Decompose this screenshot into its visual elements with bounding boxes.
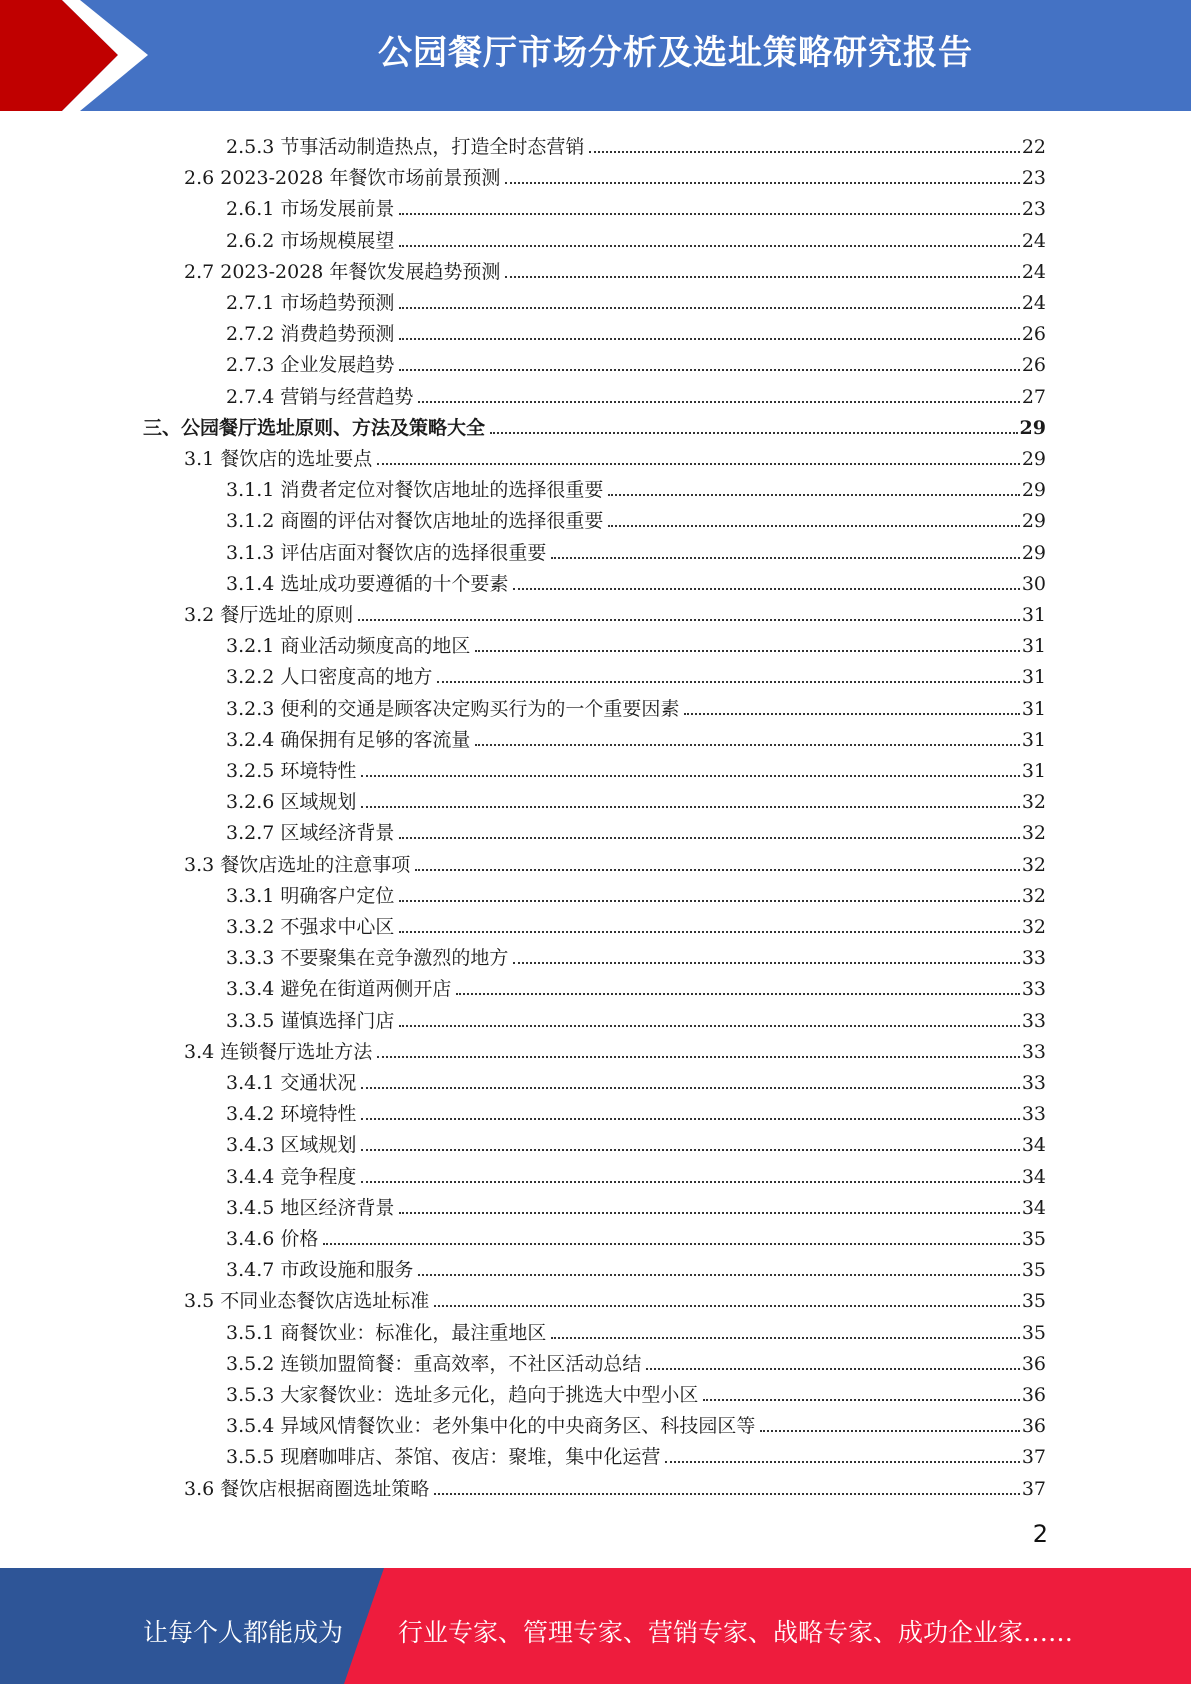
toc-dot-leader	[703, 1399, 1019, 1401]
toc-entry-page: 33	[1021, 978, 1046, 1001]
toc-dot-leader	[361, 806, 1019, 808]
toc-entry-title: 3.4.3 区域规划	[226, 1134, 357, 1157]
toc-entry-title: 3.5.4 异域风情餐饮业：老外集中化的中央商务区、科技园区等	[226, 1415, 756, 1438]
toc-entry-page: 30	[1021, 572, 1046, 595]
toc-entry-page: 35	[1021, 1290, 1046, 1313]
toc-entry-page: 35	[1021, 1259, 1046, 1282]
toc-entry-page: 31	[1021, 604, 1046, 626]
toc-entry[interactable]	[226, 1125, 1046, 1156]
footer-slogan-left: 让每个人都能成为	[143, 1618, 344, 1647]
toc-dot-leader	[434, 1493, 1020, 1495]
toc-dot-leader	[505, 276, 1019, 278]
toc-entry[interactable]	[226, 969, 1046, 1000]
toc-entry[interactable]	[226, 1063, 1046, 1094]
toc-entry[interactable]	[226, 1406, 1046, 1437]
toc-entry-page: 31	[1021, 697, 1046, 720]
toc-entry-page: 34	[1021, 1196, 1046, 1219]
toc-entry[interactable]	[226, 720, 1046, 751]
toc-dot-leader	[377, 1056, 1020, 1058]
toc-dot-leader	[490, 432, 1018, 434]
toc-entry-page: 36	[1021, 1415, 1046, 1438]
toc-dot-leader	[418, 1274, 1019, 1276]
toc-dot-leader	[418, 401, 1019, 403]
toc-entry[interactable]	[226, 127, 1046, 158]
toc-entry-page: 34	[1021, 1134, 1046, 1157]
toc-dot-leader	[361, 1118, 1019, 1120]
toc-dot-leader	[684, 713, 1019, 715]
toc-entry-page: 37	[1021, 1446, 1046, 1469]
toc-entry-page: 33	[1021, 1009, 1046, 1032]
toc-entry-page: 36	[1021, 1384, 1046, 1406]
toc-entry-title: 2.6.2 市场规模展望	[226, 229, 395, 252]
toc-entry-title: 3.5.2 连锁加盟简餐：重高效率，不社区活动总结	[226, 1352, 642, 1375]
toc-entry-title: 3.5.1 商餐饮业：标准化，最注重地区	[226, 1321, 547, 1344]
toc-dot-leader	[323, 1243, 1019, 1245]
toc-entry-page: 29	[1021, 510, 1046, 533]
toc-entry[interactable]	[184, 439, 1046, 470]
toc-entry[interactable]	[226, 1094, 1046, 1125]
toc-entry-page: 23	[1021, 167, 1046, 190]
toc-dot-leader	[608, 525, 1019, 527]
toc-entry-title: 3.1.4 选址成功要遵循的十个要素	[226, 572, 509, 595]
page-header	[0, 0, 1191, 111]
toc-entry-title: 3.3.5 谨慎选择门店	[226, 1009, 395, 1032]
toc-dot-leader	[361, 775, 1019, 777]
toc-entry-page: 31	[1021, 728, 1046, 751]
toc-entry-title: 3.2.6 区域规划	[226, 791, 357, 814]
toc-dot-leader	[437, 681, 1019, 683]
page-title: 公园餐厅市场分析及选址策略研究报告	[378, 33, 973, 73]
toc-entry-title: 3.2.3 便利的交通是顾客决定购买行为的一个重要因素	[226, 697, 680, 720]
toc-dot-leader	[399, 1212, 1019, 1214]
toc-entry-page: 31	[1021, 666, 1046, 689]
toc-entry-title: 3.1.3 评估店面对餐饮店的选择很重要	[226, 541, 547, 564]
toc-entry[interactable]	[226, 813, 1046, 844]
toc-entry[interactable]	[184, 252, 1046, 283]
toc-dot-leader	[475, 744, 1019, 746]
toc-entry-page: 26	[1021, 323, 1046, 346]
toc-entry[interactable]	[226, 564, 1046, 595]
toc-entry-title: 3.4 连锁餐厅选址方法	[184, 1040, 373, 1063]
toc-entry[interactable]	[226, 1437, 1046, 1468]
toc-dot-leader	[434, 1305, 1020, 1307]
toc-entry[interactable]	[226, 938, 1046, 969]
toc-entry-title: 2.7 2023-2028 年餐饮发展趋势预测	[184, 260, 501, 283]
toc-dot-leader	[513, 962, 1019, 964]
toc-entry-title: 3.1.1 消费者定位对餐饮店地址的选择很重要	[226, 479, 604, 502]
toc-entry[interactable]	[226, 1188, 1046, 1219]
toc-entry-title: 2.7.4 营销与经营趋势	[226, 385, 414, 408]
toc-entry-page: 33	[1021, 1040, 1046, 1063]
toc-entry-page: 26	[1021, 354, 1046, 377]
toc-entry[interactable]	[143, 408, 1046, 439]
toc-entry-title: 3.2.5 环境特性	[226, 760, 357, 782]
toc-entry-page: 33	[1021, 947, 1046, 970]
toc-dot-leader	[399, 307, 1019, 309]
toc-dot-leader	[399, 837, 1019, 839]
toc-entry-title: 3.4.4 竞争程度	[226, 1165, 357, 1188]
toc-dot-leader	[505, 182, 1019, 184]
toc-entry-page: 29	[1021, 479, 1046, 502]
toc-entry-page: 31	[1021, 760, 1046, 782]
toc-entry-title: 3.2 餐厅选址的原则	[184, 604, 354, 626]
toc-entry[interactable]	[226, 876, 1046, 907]
toc-entry[interactable]	[226, 470, 1046, 501]
toc-entry[interactable]	[226, 283, 1046, 314]
page-footer	[0, 1568, 1191, 1684]
page-number: 2	[1032, 1520, 1048, 1548]
toc-entry-page: 24	[1021, 292, 1046, 314]
toc-entry[interactable]	[226, 751, 1046, 782]
toc-entry[interactable]	[226, 907, 1046, 938]
toc-entry-title: 3.3.2 不强求中心区	[226, 916, 395, 938]
toc-entry-page: 27	[1021, 385, 1046, 408]
toc-entry-page: 32	[1021, 791, 1046, 814]
toc-entry-title: 3.4.2 环境特性	[226, 1103, 357, 1126]
toc-entry[interactable]	[184, 1281, 1046, 1312]
toc-entry-title: 2.7.2 消费趋势预测	[226, 323, 395, 346]
toc-entry-title: 3.3.1 明确客户定位	[226, 884, 395, 907]
toc-dot-leader	[646, 1368, 1019, 1370]
toc-dot-leader	[415, 869, 1020, 871]
toc-entry-title: 3.2.7 区域经济背景	[226, 822, 395, 845]
toc-entry[interactable]	[226, 689, 1046, 720]
toc-dot-leader	[399, 1025, 1019, 1027]
toc-entry-title: 2.6.1 市场发展前景	[226, 198, 395, 221]
toc-entry[interactable]	[226, 345, 1046, 376]
toc-dot-leader	[551, 1337, 1019, 1339]
toc-entry-title: 3.5.3 大家餐饮业：选址多元化，趋向于挑选大中型小区	[226, 1384, 699, 1406]
toc-entry-title: 3.1.2 商圈的评估对餐饮店地址的选择很重要	[226, 510, 604, 533]
toc-entry[interactable]	[226, 501, 1046, 532]
toc-entry-page: 34	[1021, 1165, 1046, 1188]
toc-entry-page: 32	[1021, 884, 1046, 907]
toc-entry-title: 2.6 2023-2028 年餐饮市场前景预测	[184, 167, 501, 190]
toc-dot-leader	[399, 338, 1019, 340]
toc-entry-page: 24	[1021, 260, 1046, 283]
toc-entry-page: 24	[1021, 229, 1046, 252]
toc-entry-title: 2.7.3 企业发展趋势	[226, 354, 395, 377]
toc-dot-leader	[589, 151, 1019, 153]
toc-entry[interactable]	[226, 189, 1046, 220]
toc-entry[interactable]	[226, 221, 1046, 252]
toc-entry-page: 29	[1019, 416, 1046, 439]
toc-entry-page: 22	[1021, 136, 1046, 158]
toc-dot-leader	[377, 463, 1020, 465]
toc-entry[interactable]	[226, 1375, 1046, 1406]
toc-entry[interactable]	[226, 657, 1046, 688]
toc-dot-leader	[608, 494, 1019, 496]
toc-dot-leader	[399, 213, 1019, 215]
toc-entry-page: 36	[1021, 1352, 1046, 1375]
toc-entry-title: 3.5.5 现磨咖啡店、茶馆、夜店：聚堆，集中化运营	[226, 1446, 661, 1469]
toc-entry-title: 3.3.4 避免在街道两侧开店	[226, 978, 452, 1001]
toc-dot-leader	[399, 369, 1019, 371]
toc-entry-page: 37	[1021, 1477, 1046, 1500]
toc-entry-page: 29	[1021, 541, 1046, 564]
toc-entry[interactable]	[184, 158, 1046, 189]
toc-entry-page: 32	[1021, 822, 1046, 845]
toc-dot-leader	[361, 1087, 1019, 1089]
toc-entry[interactable]	[184, 595, 1046, 626]
toc-entry[interactable]	[226, 1313, 1046, 1344]
footer-slogan-right: 行业专家、管理专家、营销专家、战略专家、成功企业家……	[398, 1618, 1074, 1647]
toc-entry-title: 3.5 不同业态餐饮店选址标准	[184, 1290, 430, 1313]
toc-dot-leader	[361, 1149, 1019, 1151]
toc-entry-title: 3.4.5 地区经济背景	[226, 1196, 395, 1219]
toc-dot-leader	[358, 619, 1020, 621]
toc-dot-leader	[665, 1461, 1019, 1463]
toc-entry[interactable]	[226, 1250, 1046, 1281]
toc-entry-page: 29	[1021, 448, 1046, 470]
toc-dot-leader	[513, 588, 1019, 590]
toc-entry-title: 3.6 餐饮店根据商圈选址策略	[184, 1477, 430, 1500]
toc-dot-leader	[399, 931, 1019, 933]
toc-entry-page: 31	[1021, 635, 1046, 658]
toc-dot-leader	[399, 245, 1019, 247]
toc-dot-leader	[475, 650, 1019, 652]
toc-dot-leader	[760, 1430, 1019, 1432]
toc-entry-page: 35	[1021, 1228, 1046, 1250]
toc-entry-title: 三、公园餐厅选址原则、方法及策略大全	[143, 416, 486, 439]
toc-dot-leader	[551, 557, 1019, 559]
toc-entry-title: 3.4.6 价格	[226, 1228, 319, 1250]
toc-entry-title: 3.2.1 商业活动频度高的地区	[226, 635, 471, 658]
toc-entry-page: 32	[1021, 916, 1046, 938]
toc-entry[interactable]	[226, 782, 1046, 813]
toc-entry-title: 2.5.3 节事活动制造热点，打造全时态营销	[226, 136, 585, 158]
toc-entry[interactable]	[226, 533, 1046, 564]
toc-entry[interactable]	[184, 1469, 1046, 1500]
toc-entry[interactable]	[226, 1344, 1046, 1375]
toc-entry[interactable]	[226, 1157, 1046, 1188]
toc-entry[interactable]	[184, 1032, 1046, 1063]
toc-entry-page: 35	[1021, 1321, 1046, 1344]
toc-entry-title: 2.7.1 市场趋势预测	[226, 292, 395, 314]
toc-entry-title: 3.3.3 不要聚集在竞争激烈的地方	[226, 947, 509, 970]
toc-entry-title: 3.1 餐饮店的选址要点	[184, 448, 373, 470]
toc-entry[interactable]	[184, 845, 1046, 876]
toc-entry-title: 3.2.2 人口密度高的地方	[226, 666, 433, 689]
toc-entry-title: 3.3 餐饮店选址的注意事项	[184, 853, 411, 876]
toc-entry-page: 33	[1021, 1072, 1046, 1094]
toc-entry-title: 3.2.4 确保拥有足够的客流量	[226, 728, 471, 751]
toc-entry[interactable]	[226, 377, 1046, 408]
toc-entry-title: 3.4.7 市政设施和服务	[226, 1259, 414, 1282]
toc-entry-page: 32	[1021, 853, 1046, 876]
header-arrow-decoration	[0, 0, 170, 111]
toc-entry-title: 3.4.1 交通状况	[226, 1072, 357, 1094]
toc-entry-page: 23	[1021, 198, 1046, 221]
toc-entry[interactable]	[226, 314, 1046, 345]
toc-entry[interactable]	[226, 1001, 1046, 1032]
toc-entry[interactable]	[226, 1219, 1046, 1250]
toc-dot-leader	[399, 900, 1019, 902]
toc-dot-leader	[361, 1181, 1019, 1183]
toc-entry[interactable]	[226, 626, 1046, 657]
toc-dot-leader	[456, 993, 1019, 995]
toc-entry-page: 33	[1021, 1103, 1046, 1126]
